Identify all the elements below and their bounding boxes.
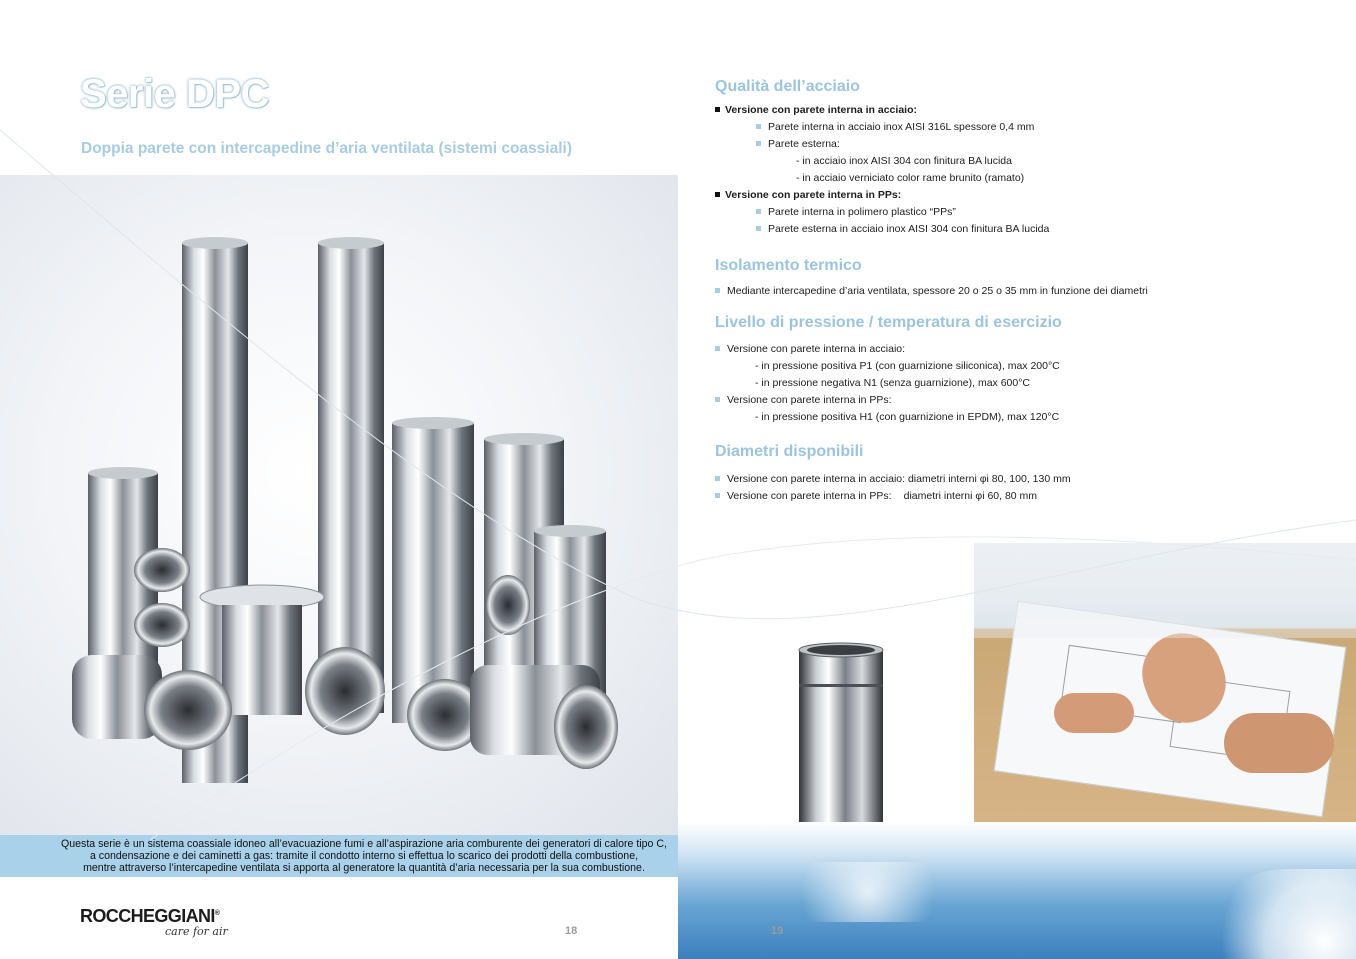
steel-v1-subitem: - in acciaio inox AISI 304 con finitura BA lucida	[796, 155, 1012, 167]
logo-name: ROCCHEGGIANI	[80, 906, 215, 926]
caption-line: a condensazione e dei caminetti a gas: tramite il condotto interno si effettua lo scarico dei prodotti della combustione,	[89, 850, 639, 863]
steel-v1-subitem: - in acciaio verniciato color rame brunito (ramato)	[796, 172, 1025, 184]
caption-line: Questa serie è un sistema coassiale idoneo all’evacuazione fumi e all’aspirazione aria comburente dei generatori di calore tipo C,	[61, 838, 667, 850]
steel-v2-item: Parete esterna in acciaio inox AISI 304 con finitura BA lucida	[756, 223, 1049, 235]
pressure-item: Versione con parete interna in acciaio:	[715, 343, 905, 355]
pressure-subitem: - in pressione positiva P1 (con guarnizione siliconica), max 200°C	[755, 360, 1060, 372]
steel-v1-item: Parete interna in acciaio inox AISI 316L spessore 0,4 mm	[756, 121, 1034, 133]
section-title-steel: Qualità dell’acciaio	[715, 78, 860, 95]
diameters-item: Versione con parete interna in acciaio: diametri interni φi 80, 100, 130 mm	[715, 473, 1071, 485]
series-title: Serie DPC	[80, 72, 269, 116]
diameters-item: Versione con parete interna in PPs: diametri interni φi 60, 80 mm	[715, 490, 1037, 502]
logo-tagline: care for air	[165, 925, 228, 938]
steel-v1-heading: Versione con parete interna in acciaio:	[715, 104, 917, 116]
steel-v1-item: Parete esterna:	[756, 138, 840, 150]
page-number-right: 19	[771, 925, 784, 937]
section-title-insulation: Isolamento termico	[715, 257, 862, 274]
series-subtitle: Doppia parete con intercapedine d’aria ventilata (sistemi coassiali)	[81, 140, 572, 157]
steel-v2-heading: Versione con parete interna in PPs:	[715, 189, 901, 201]
insulation-item: Mediante intercapedine d’aria ventilata, spessore 20 o 25 o 35 mm in funzione dei diametri	[715, 285, 1148, 297]
section-title-pressure: Livello di pressione / temperatura di esercizio	[715, 314, 1062, 331]
pressure-subitem: - in pressione negativa N1 (senza guarnizione), max 600°C	[755, 377, 1031, 389]
caption-line: mentre attraverso l’intercapedine ventilata si apporta al generatore la quantità d’aria necessaria per la sua combustione.	[83, 862, 645, 875]
pressure-item: Versione con parete interna in PPs:	[715, 394, 892, 406]
page-number-left: 18	[565, 925, 578, 937]
logo-registered: ®	[214, 910, 220, 917]
steel-v2-item: Parete interna in polimero plastico “PPs”	[756, 206, 956, 218]
section-title-diameters: Diametri disponibili	[715, 443, 864, 460]
pressure-subitem: - in pressione positiva H1 (con guarnizione in EPDM), max 120°C	[755, 411, 1060, 423]
